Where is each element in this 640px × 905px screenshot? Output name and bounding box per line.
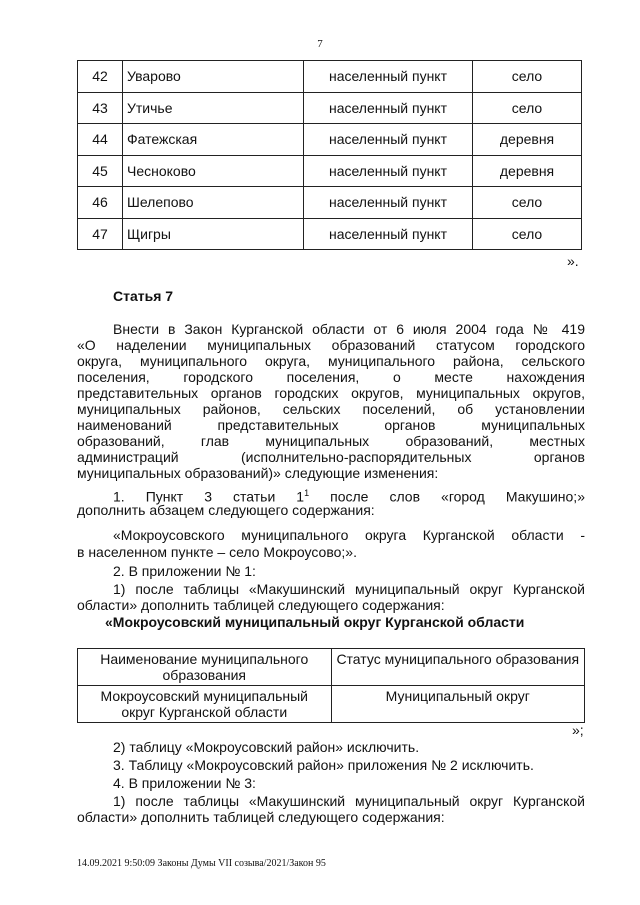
item3: 3. Таблицу «Мокроусовский район» приложения № 2 исключить.	[113, 757, 534, 773]
item1-line2: дополнить абзацем следующего содержания:	[77, 502, 375, 518]
item2: 2. В приложении № 1:	[113, 563, 256, 579]
table-row	[78, 92, 582, 124]
settlement-status: село	[473, 92, 582, 124]
settlement-name: Чесноково	[123, 155, 304, 187]
settlements-table	[77, 60, 582, 250]
settlement-name: Фатежская	[123, 124, 304, 156]
row-number: 46	[78, 187, 123, 219]
intro-line: округа, муниципального округа, муниципального района, сельского	[77, 353, 585, 369]
settlement-status: деревня	[473, 124, 582, 156]
settlement-name: Утичье	[123, 92, 304, 124]
table-row	[78, 187, 582, 219]
settlement-name: Щигры	[123, 218, 304, 250]
item1-pre: 1. Пункт 3 статьи 1	[113, 488, 305, 505]
row-number: 45	[78, 155, 123, 187]
settlement-status: село	[473, 218, 582, 250]
table-subtitle: «Мокроусовский муниципальный округ Курганской области	[105, 614, 525, 630]
item2-1-line2: области» дополнить таблицей следующего содержания:	[77, 597, 445, 613]
intro-line: наименований представительных органов муниципальных	[77, 417, 585, 433]
settlement-type: населенный пункт	[304, 92, 473, 124]
intro-line: «О наделении муниципальных образований статусом городского	[77, 337, 585, 353]
item1-sup: 1	[304, 488, 310, 498]
settlement-status: село	[473, 187, 582, 219]
intro-line: администраций (исполнительно-распорядительных органов	[77, 449, 585, 465]
intro-line: поселения, городского поселения, о месте нахождения	[77, 369, 585, 385]
settlement-name: Шелепово	[123, 187, 304, 219]
table-row	[78, 218, 582, 250]
settlement-type: населенный пункт	[304, 61, 473, 93]
intro-last-line: муниципальных образований)» следующие изменения:	[77, 465, 439, 481]
settlement-name: Уварово	[123, 61, 304, 93]
row-number: 47	[78, 218, 123, 250]
table-row	[78, 686, 585, 723]
settlement-type: населенный пункт	[304, 218, 473, 250]
item4: 4. В приложении № 3:	[113, 775, 256, 791]
settlement-type: населенный пункт	[304, 187, 473, 219]
header-cell-name: Наименование муниципального образования	[78, 649, 332, 686]
settlement-type: населенный пункт	[304, 124, 473, 156]
page-number: 7	[317, 38, 323, 50]
table-row	[78, 649, 585, 686]
settlement-type: населенный пункт	[304, 155, 473, 187]
quote-line2: в населенном пункте – село Мокроусово;».	[77, 544, 357, 560]
table-row	[78, 155, 582, 187]
row-number: 42	[78, 61, 123, 93]
cell-status: Муниципальный округ	[331, 686, 585, 723]
row-number: 44	[78, 124, 123, 156]
intro-line: муниципальных районов, сельских поселений, об установлении	[77, 401, 585, 417]
item2-1-line1: 1) после таблицы «Макушинский муниципальный округ Курганской	[113, 581, 585, 597]
municipal-table	[77, 648, 585, 723]
settlement-status: село	[473, 61, 582, 93]
table-row	[78, 124, 582, 156]
footer-stamp: 14.09.2021 9:50:09 Законы Думы VII созыва/2021/Закон 95	[77, 858, 326, 869]
settlement-status: деревня	[473, 155, 582, 187]
item4-1-line2: области» дополнить таблицей следующего содержания:	[77, 809, 445, 825]
article-title: Статья 7	[113, 288, 174, 304]
quote-line1: «Мокроусовского муниципального округа Курганской области -	[113, 527, 585, 543]
table-row	[78, 61, 582, 93]
header-cell-status: Статус муниципального образования	[331, 649, 585, 686]
row-number: 43	[78, 92, 123, 124]
municipal-table-close: »;	[572, 722, 584, 738]
intro-line: образований, глав муниципальных образований, местных	[77, 433, 585, 449]
item4-1-line1: 1) после таблицы «Макушинский муниципальный округ Курганской	[113, 793, 585, 809]
intro-line: представительных органов городских округов, муниципальных округов,	[77, 385, 585, 401]
item2-2: 2) таблицу «Мокроусовский район» исключить.	[113, 739, 420, 755]
item1-post: после слов «город Макушино;»	[309, 488, 585, 505]
intro-line: Внести в Закон Курганской области от 6 июля 2004 года № 419	[113, 321, 585, 337]
cell-name: Мокроусовский муниципальный округ Курганской области	[78, 686, 332, 723]
table-close-quote: ».	[567, 253, 579, 269]
